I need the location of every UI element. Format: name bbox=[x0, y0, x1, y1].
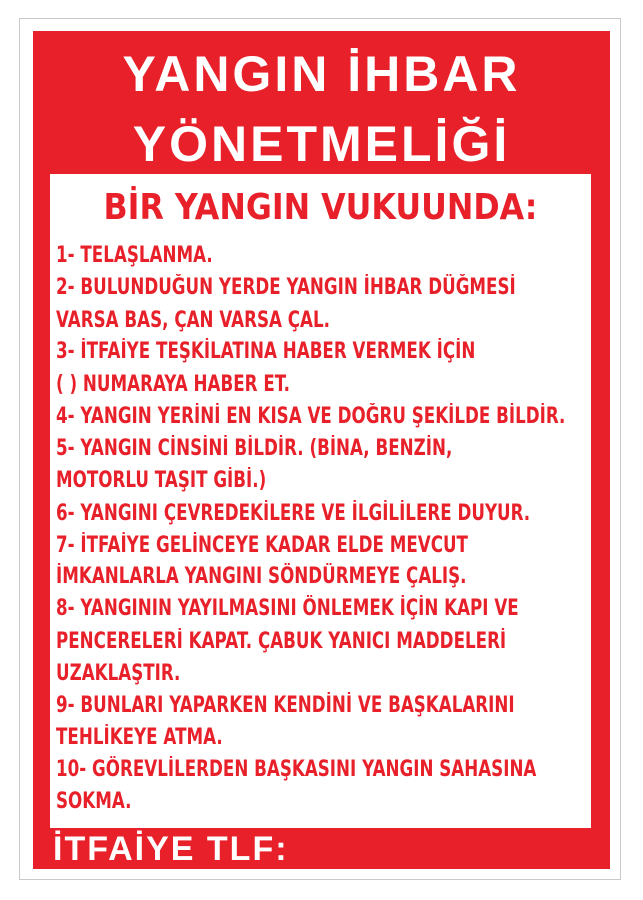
rule-line: 7- İTFAİYE GELİNCEYE KADAR ELDE MEVCUT bbox=[56, 533, 468, 558]
rule-line: 3- İTFAİYE TEŞKİLATINA HABER VERMEK İÇİN bbox=[56, 339, 476, 364]
sign-title-line-1: YANGIN İHBAR bbox=[122, 46, 521, 102]
fire-department-phone-label: İTFAİYE TLF: bbox=[53, 830, 289, 868]
rule-line: UZAKLAŞTIR. bbox=[56, 661, 181, 686]
rule-line: 2- BULUNDUĞUN YERDE YANGIN İHBAR DÜĞMESİ bbox=[56, 275, 516, 300]
fire-notice-sign bbox=[33, 31, 610, 869]
instructions-heading: BİR YANGIN VUKUUNDA: bbox=[103, 187, 538, 228]
rule-line: 10- GÖREVLİLERDEN BAŞKASINI YANGIN SAHASINA bbox=[56, 757, 537, 782]
rule-line: VARSA BAS, ÇAN VARSA ÇAL. bbox=[56, 308, 330, 333]
rule-line: MOTORLU TAŞIT GİBİ.) bbox=[56, 468, 267, 493]
rule-line: 4- YANGIN YERİNİ EN KISA VE DOĞRU ŞEKİLDE BİLDİR. bbox=[56, 404, 566, 429]
instructions-panel bbox=[50, 174, 591, 828]
rule-line: 1- TELAŞLANMA. bbox=[56, 243, 213, 268]
rule-line: TEHLİKEYE ATMA. bbox=[56, 725, 223, 750]
rule-line: PENCERELERİ KAPAT. ÇABUK YANICI MADDELERİ bbox=[56, 629, 507, 654]
rule-line: İMKANLARLA YANGINI SÖNDÜRMEYE ÇALIŞ. bbox=[56, 564, 467, 589]
rule-line: 9- BUNLARI YAPARKEN KENDİNİ VE BAŞKALARINI bbox=[56, 693, 515, 718]
rule-line: ( ) NUMARAYA HABER ET. bbox=[56, 372, 290, 397]
sign-title-line-2: YÖNETMELİĞİ bbox=[132, 116, 511, 172]
rule-line: 5- YANGIN CİNSİNİ BİLDİR. (BİNA, BENZİN, bbox=[56, 436, 453, 461]
rule-line: 8- YANGININ YAYILMASINI ÖNLEMEK İÇİN KAPI VE bbox=[56, 596, 519, 621]
rule-line: 6- YANGINI ÇEVREDEKİLERE VE İLGİLİLERE DUYUR. bbox=[56, 501, 531, 526]
rule-line: SOKMA. bbox=[56, 789, 132, 814]
